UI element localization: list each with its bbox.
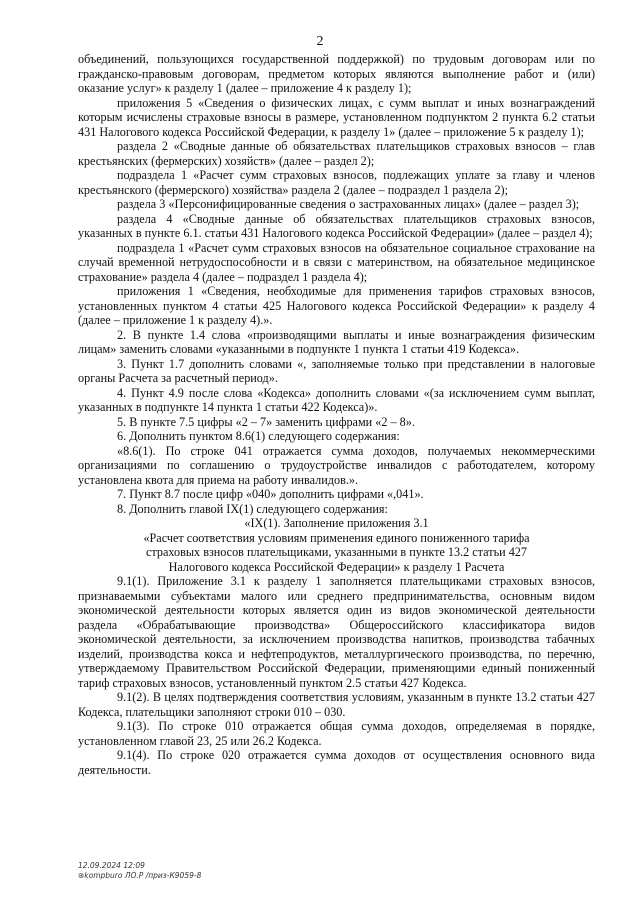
paragraph: раздела 2 «Сводные данные об обязательствах плательщиков страховых взносов – глав крестьянских (фермерских) хозяйств» (далее – раздел 2); [78, 139, 595, 168]
paragraph: приложения 5 «Сведения о физических лицах, с сумм выплат и иных вознаграждений которым исчислены страховые взносы в размере, установленном подпунктом 2 пункта 6.2 статьи 431 Налогового кодекса Российской Федерации, к разделу 1» (далее – приложение 5 к разделу 1); [78, 95, 595, 139]
document-body [78, 52, 595, 777]
paragraph: 8. Дополнить главой IX(1) следующего содержания: [117, 501, 388, 516]
paragraph: 9.1(4). По строке 020 отражается сумма доходов от осуществления основного вида деятельности. [78, 748, 595, 777]
paragraph: раздела 3 «Персонифицированные сведения о застрахованных лицах» (далее – раздел 3); [117, 197, 580, 211]
paragraph: 2. В пункте 1.4 слова «производящими выплаты и иные вознаграждения физическим лицам» заменить словами «указанными в подпункте 1 пункта 1 статьи 419 Кодекса». [78, 327, 595, 356]
paragraph: 5. В пункте 7.5 цифры «2 – 7» заменить цифрами «2 – 8». [117, 414, 415, 429]
paragraph: приложения 1 «Сведения, необходимые для применения тарифов страховых взносов, установленных пунктом 4 статьи 425 Налогового кодекса Российской Федерации» к разделу 4 (далее – приложение 1 к разделу 4).». [78, 284, 595, 327]
chapter-heading-line: «Расчет соответствия условиям применения единого пониженного тарифа [143, 530, 530, 545]
paragraph: раздела 4 «Сводные данные об обязательствах плательщиков страховых взносов, указанных в пункте 6.1. статьи 431 Налогового кодекса Российской Федерации» (далее – раздел 4); [78, 211, 595, 240]
paragraph: 7. Пункт 8.7 после цифр «040» дополнить цифрами «,041». [117, 487, 424, 501]
paragraph: 4. Пункт 4.9 после слова «Кодекса» дополнить словами «(за исключением сумм выплат, указанных в подпункте 14 пункта 1 статьи 422 Кодекса)». [78, 385, 595, 414]
paragraph: 9.1(3). По строке 010 отражается общая сумма доходов, определяемая в порядке, установленном главой 23, 25 или 26.2 Кодекса. [78, 719, 595, 748]
paragraph: объединений, пользующихся государственной поддержкой) по трудовым договорам или по гражданско-правовым договорам, предметом которых являются выполнение работ и (или) оказание услуг» к разделу 1 (далее – приложение 4 к разделу 1); [78, 52, 595, 95]
paragraph: 3. Пункт 1.7 дополнить словами «, заполняемые только при представлении в налоговые органы Расчета за расчетный период». [78, 356, 595, 385]
logo-icon: ⊛ [78, 871, 85, 880]
chapter-heading-line: «IX(1). Заполнение приложения 3.1 [244, 516, 429, 530]
paragraph: подраздела 1 «Расчет сумм страховых взносов на обязательное социальное страхование на случай временной нетрудоспособности и в связи с материнством, на обязательное медицинское страхование» раздела 4 (далее – подраздел 1 раздела 4); [78, 240, 595, 284]
chapter-heading-line: страховых взносов плательщиками, указанными в пункте 13.2 статьи 427 [146, 545, 527, 559]
paragraph: 9.1(1). Приложение 3.1 к разделу 1 заполняется плательщиками страховых взносов, признаваемыми субъектами малого или среднего предпринимательства, основным видом экономической деятельности которых является один из видов экономической деятельности раздела «Обрабатывающие производства» Общероссийского классификатора видов экономической деятельности, за исключением производства напитков, производства табачных изделий, производства кокса и нефтепродуктов, металлургического производства, по перечню, утверждаемому Правительством Российской Федерации, применяющими единый пониженный тариф страховых взносов, установленный пунктом 2.5 статьи 427 Кодекса. [78, 574, 595, 690]
chapter-heading-line: Налогового кодекса Российской Федерации» к разделу 1 Расчета [168, 559, 505, 574]
footer-timestamp: 12.09.2024 12:09 [78, 861, 145, 870]
footer-source: kompburo ЛО.Р /приз-К9059-8 [84, 871, 202, 880]
paragraph: «8.6(1). По строке 041 отражается сумма доходов, получаемых некоммерческими организациями по соглашению о трудоустройстве инвалидов с работодателем, которому установлена квота для приема на работу инвалидов.». [78, 443, 595, 487]
footer-stamp [78, 861, 201, 881]
paragraph: 6. Дополнить пунктом 8.6(1) следующего содержания: [117, 429, 400, 443]
page-number: 2 [316, 34, 324, 49]
footer-source-line [78, 871, 201, 881]
paragraph: 9.1(2). В целях подтверждения соответствия условиям, указанным в пункте 13.2 статьи 427 Кодекса, плательщики заполняют строки 010 – 030. [78, 690, 595, 719]
paragraph: подраздела 1 «Расчет сумм страховых взносов, подлежащих уплате за главу и членов крестьянского (фермерского) хозяйства» раздела 2 (далее – подраздел 1 раздела 2); [78, 168, 595, 197]
